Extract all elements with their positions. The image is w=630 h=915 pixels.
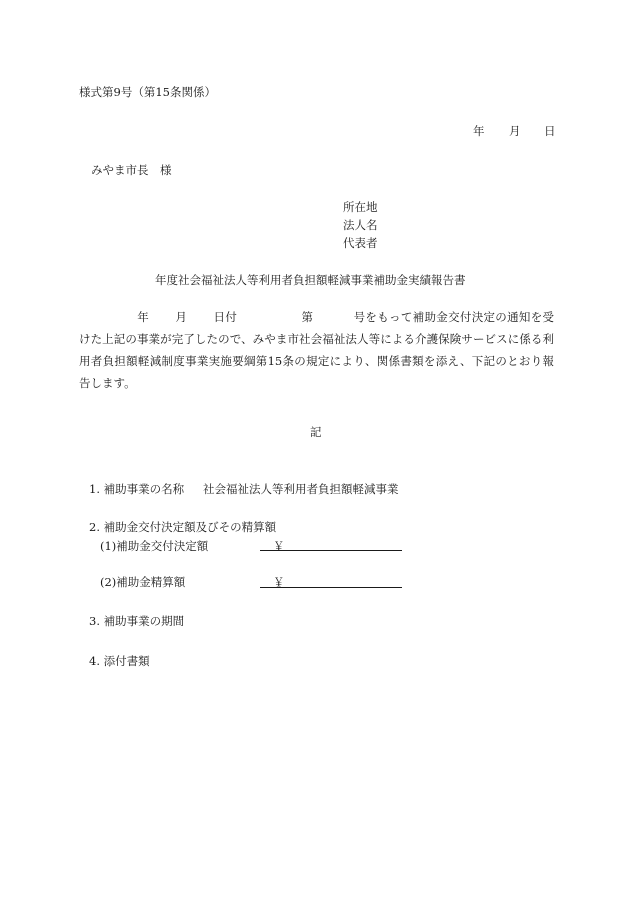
document-title: 年度社会福祉法人等利用者負担額軽減事業補助金実績報告書 <box>155 273 466 287</box>
item2-sub2-underline <box>260 587 402 588</box>
item2-sub1-label: (1)補助金交付決定額 <box>100 539 209 553</box>
ki-heading: 記 <box>310 425 322 439</box>
item2-sub1-underline <box>260 550 402 551</box>
item2-sub1-yen: ￥ <box>273 539 285 553</box>
date-day-label: 日 <box>544 124 556 138</box>
body-day: 日付 <box>213 310 238 324</box>
item2-sub2-label: (2)補助金精算額 <box>100 575 186 589</box>
body-text: 号をもって補助金交付決定の通知を受けた上記の事業が完了したので、みやま市社会福祉法人等による介護保険サービスに係る利用者負担額軽減制度事業実施要綱第15条の規定により、関係書類を添え、下記のとおり報告します。 <box>79 310 555 390</box>
date-year-label: 年 <box>473 124 485 138</box>
sender-address-label: 所在地 <box>343 200 378 214</box>
body-year: 年 <box>137 310 150 324</box>
sender-representative-label: 代表者 <box>343 236 378 250</box>
body-month: 月 <box>175 310 188 324</box>
addressee: みやま市長 様 <box>91 163 172 177</box>
item1-label: 1. 補助事業の名称 <box>89 482 185 496</box>
item4-label: 4. 添付書類 <box>89 654 150 668</box>
item1-value: 社会福祉法人等利用者負担額軽減事業 <box>203 482 399 496</box>
item3-label: 3. 補助事業の期間 <box>89 614 185 628</box>
item2-label: 2. 補助金交付決定額及びその精算額 <box>89 520 277 534</box>
sender-corp-name-label: 法人名 <box>343 218 378 232</box>
body-no-prefix: 第 <box>301 310 314 324</box>
item2-sub2-yen: ￥ <box>273 575 285 589</box>
date-month-label: 月 <box>509 124 521 138</box>
body-paragraph <box>79 306 554 394</box>
form-number: 様式第9号（第15条関係） <box>79 85 216 99</box>
